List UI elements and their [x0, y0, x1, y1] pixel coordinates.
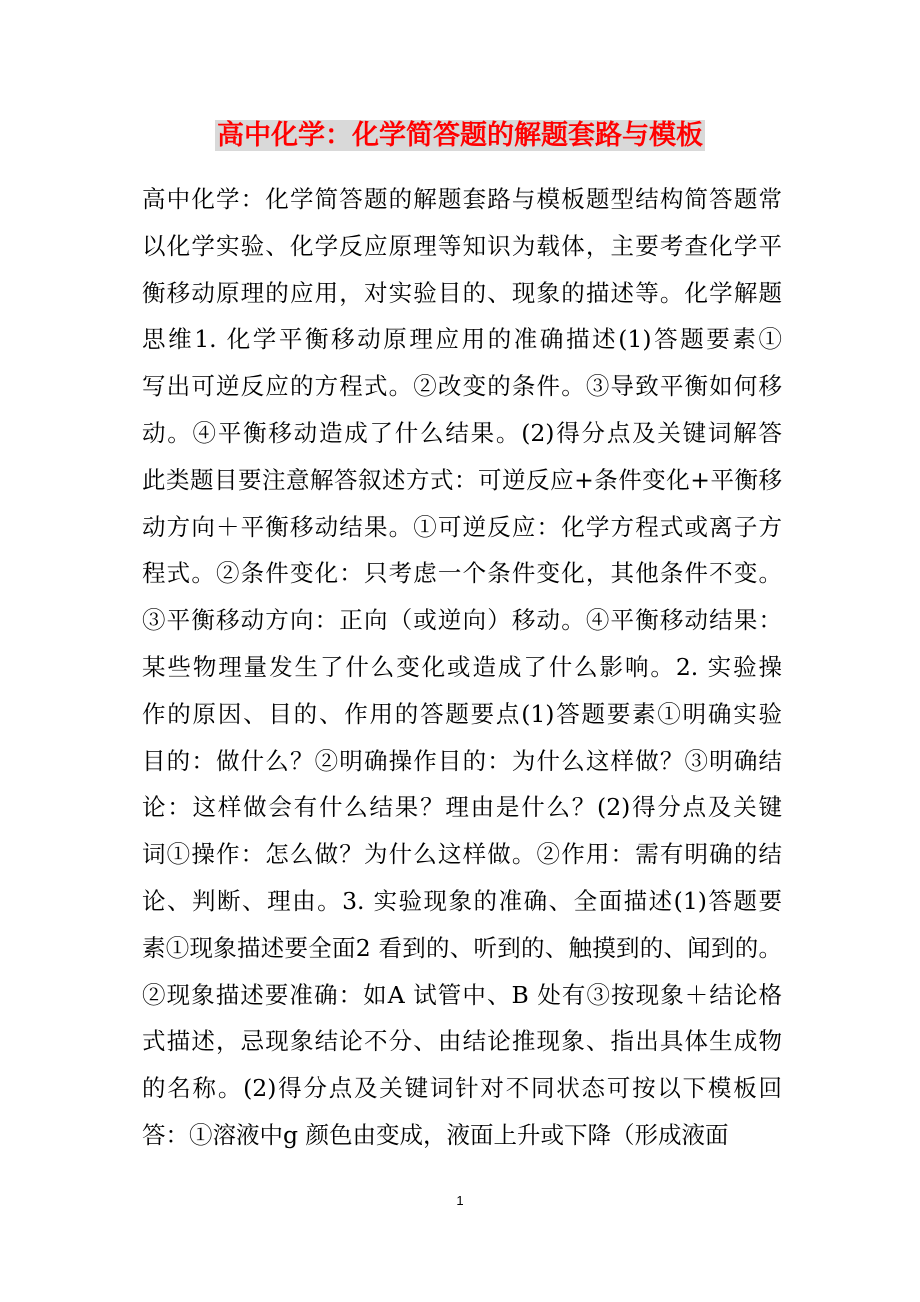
body-text — [142, 176, 782, 1159]
body-line: 答：①溶液中g 颜色由变成，液面上升或下降（形成液面 — [142, 1120, 729, 1149]
body-line: 论、判断、理由。3. 实验现象的准确、全面描述(1)答题要 — [142, 886, 782, 915]
body-line: 以化学实验、化学反应原理等知识为载体，主要考查化学平 — [142, 231, 782, 260]
body-line: ③平衡移动方向：正向（或逆向）移动。④平衡移动结果： — [142, 606, 782, 635]
page-number: 1 — [456, 1193, 464, 1208]
page-title-text: 高中化学：化学简答题的解题套路与模板 — [217, 120, 703, 151]
body-line: 论：这样做会有什么结果？理由是什么？(2)得分点及关键 — [142, 793, 782, 822]
body-line: 写出可逆反应的方程式。②改变的条件。③导致平衡如何移 — [142, 372, 782, 401]
body-line: 此类题目要注意解答叙述方式：可逆反应+条件变化+平衡移 — [142, 465, 782, 494]
body-line: 动。④平衡移动造成了什么结果。(2)得分点及关键词解答 — [142, 418, 782, 447]
page-title — [0, 116, 920, 156]
body-line: 作的原因、目的、作用的答题要点(1)答题要素①明确实验 — [142, 699, 782, 728]
body-line: 目的：做什么？②明确操作目的：为什么这样做？③明确结 — [142, 746, 782, 775]
body-line: 衡移动原理的应用，对实验目的、现象的描述等。化学解题 — [142, 278, 782, 307]
body-line: 思维1. 化学平衡移动原理应用的准确描述(1)答题要素① — [142, 325, 782, 354]
body-line: 素①现象描述要全面2 看到的、听到的、触摸到的、闻到的。 — [142, 933, 782, 962]
body-line: 动方向＋平衡移动结果。①可逆反应：化学方程式或离子方 — [142, 512, 782, 541]
body-line: 式描述，忌现象结论不分、由结论推现象、指出具体生成物 — [142, 1027, 782, 1056]
body-line: ②现象描述要准确：如A 试管中、B 处有③按现象＋结论格 — [142, 980, 782, 1009]
body-line: 某些物理量发生了什么变化或造成了什么影响。2. 实验操 — [142, 652, 782, 681]
body-line: 词①操作：怎么做？为什么这样做。②作用：需有明确的结 — [142, 840, 782, 869]
body-line: 程式。②条件变化：只考虑一个条件变化，其他条件不变。 — [142, 559, 782, 588]
body-line: 的名称。(2)得分点及关键词针对不同状态可按以下模板回 — [142, 1074, 782, 1103]
body-line: 高中化学：化学简答题的解题套路与模板题型结构简答题常 — [142, 185, 782, 213]
